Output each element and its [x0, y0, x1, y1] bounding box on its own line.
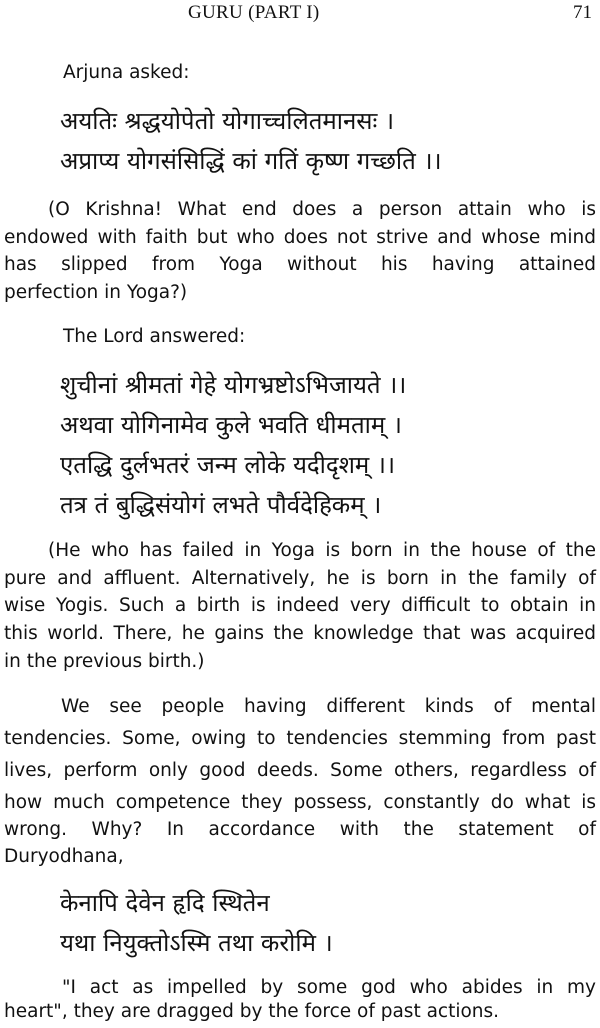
page-number: 71 — [573, 2, 592, 23]
paragraph-2-line-5: in the previous birth.) — [4, 651, 205, 672]
paragraph-3-line-5: wrong. Why? In accordance with the statement of — [4, 819, 596, 840]
paragraph-3-line-1: We see people having different kinds of mental — [61, 696, 596, 717]
verse-1-line-2: अप्राप्य योगसंसिद्धिं कां गतिं कृष्ण गच्छति ।। — [60, 147, 442, 175]
paragraph-4-line-1: "I act as impelled by some god who abides in my — [62, 977, 596, 998]
verse-3-line-2: यथा नियुक्तोऽस्मि तथा करोमि । — [60, 929, 333, 957]
paragraph-2-line-4: this world. There, he gains the knowledge that was acquired — [4, 622, 596, 644]
verse-2-line-4: तत्र तं बुद्धिसंयोगं लभते पौर्वदेहिकम् । — [60, 491, 382, 519]
paragraph-4-line-2: heart", they are dragged by the force of past actions. — [4, 1001, 500, 1022]
paragraph-3-line-2: tendencies. Some, owing to tendencies stemming from past — [4, 728, 596, 749]
paragraph-1-line-3: has slipped from Yoga without his having attained — [4, 254, 596, 275]
header-title: GURU (PART I) — [188, 2, 320, 23]
running-header — [0, 2, 600, 26]
verse-2-line-3: एतद्धि दुर्लभतरं जन्म लोके यदीदृशम् ।। — [60, 451, 396, 479]
paragraph-2-line-3: wise Yogis. Such a birth is indeed very difficult to obtain in — [4, 595, 596, 616]
paragraph-3-line-6: Duryodhana, — [4, 846, 124, 867]
intro-lord: The Lord answered: — [63, 326, 246, 347]
paragraph-1-line-4: perfection in Yoga?) — [4, 282, 188, 303]
verse-1-line-1: अयतिः श्रद्धयोपेतो योगाच्चलितमानसः । — [60, 107, 395, 135]
paragraph-1-line-1: (O Krishna! What end does a person attain who is — [48, 199, 596, 220]
paragraph-2-line-1: (He who has failed in Yoga is born in the house of the — [48, 540, 596, 561]
paragraph-3-line-3: lives, perform only good deeds. Some others, regardless of — [4, 760, 596, 781]
verse-3-line-1: केनापि देवेन हृदि स्थितेन — [60, 889, 270, 917]
verse-2-line-1: शुचीनां श्रीमतां गेहे योगभ्रष्टोऽभिजायते ।। — [60, 371, 407, 399]
paragraph-3-line-4: how much competence they possess, constantly do what is — [4, 792, 596, 813]
intro-arjuna: Arjuna asked: — [63, 62, 190, 83]
paragraph-2-line-2: pure and affluent. Alternatively, he is born in the family of — [4, 567, 596, 589]
verse-2-line-2: अथवा योगिनामेव कुले भवति धीमताम् । — [60, 411, 402, 439]
paragraph-1-line-2: endowed with faith but who does not strive and whose mind — [4, 226, 596, 248]
